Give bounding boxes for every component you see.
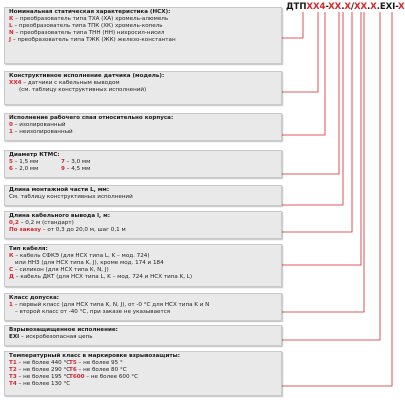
option-text: – не более 440 °С (16, 360, 71, 367)
explosion-box (4, 325, 282, 346)
section-title: Конструктивное исполнение датчика (модель): (9, 73, 165, 79)
option-text: – кабель ДКТ (для НСХ типа L, K – мод. 724 и НСХ типа K, L) (13, 274, 193, 281)
nsh-title: Номинальная статическая характеристика (НСХ): (9, 9, 171, 15)
option-code: 0 (9, 122, 13, 129)
text-line (69, 367, 169, 374)
text-line: XX (353, 2, 367, 12)
option-text: – датчики с кабельным выводом (21, 80, 120, 87)
design-box (4, 71, 282, 105)
text-line: X (398, 2, 405, 12)
option-text: – преобразователь типа ТПК (ХК) хромель-копель (12, 23, 163, 30)
text-line (9, 30, 277, 37)
option-code: T4 (9, 381, 17, 388)
section-title: Взрывозащищенное исполнение: (9, 327, 118, 333)
text-line (9, 334, 277, 341)
option-code: К (9, 253, 14, 260)
option-code: Д (9, 274, 14, 281)
cable-type-box (4, 244, 282, 287)
section-title: Длина монтажной части L, мм: (9, 187, 110, 193)
option-code: K (9, 16, 14, 23)
text-line (9, 227, 277, 234)
text-line (61, 159, 141, 166)
cable-length-box (4, 211, 282, 239)
section-title: Тип кабеля: (9, 246, 48, 252)
option-code: T3 (9, 374, 17, 381)
text-line: (см. таблицу конструктивных исполнений) (19, 87, 147, 94)
option-code: N (9, 30, 14, 37)
model-code (286, 2, 405, 12)
junction-box (4, 113, 282, 141)
text-line (9, 367, 69, 374)
nsh-box (4, 7, 282, 64)
option-text: – не более 80 °С (76, 367, 127, 374)
text-line (9, 253, 277, 260)
section-title: Температурный класс в маркировке взрывозащиты: (9, 353, 180, 359)
option-text: – не более 95 ° (76, 360, 123, 367)
text-line (9, 374, 69, 381)
text-line (61, 166, 141, 173)
text-line (9, 23, 277, 30)
text-line (9, 159, 61, 166)
text-line: XX (328, 2, 342, 12)
text-line (9, 166, 61, 173)
option-text: – преобразователь типа ТНН (НН) нихросил-нисил (13, 30, 165, 37)
option-code: По заказу (9, 227, 41, 234)
text-line: X (344, 2, 351, 12)
option-code: XX4 (9, 80, 22, 87)
text-line: EXI (379, 2, 396, 12)
section-title: Длина кабельного вывода l, м: (9, 213, 110, 219)
length-box (4, 185, 282, 206)
option-code: 6 (9, 166, 13, 173)
diameter-box (4, 150, 282, 178)
text-line (69, 374, 169, 381)
text-line (9, 220, 277, 227)
option-text: – 4,5 мм (64, 166, 91, 173)
option-code: L (9, 23, 13, 30)
text-line (9, 37, 277, 44)
option-code: T5 (69, 360, 77, 367)
option-code: T6 (69, 367, 77, 374)
option-text: – изолированный (12, 122, 66, 129)
option-text: – 1,5 мм (12, 159, 39, 166)
option-code: T2 (9, 367, 17, 374)
text-line: См. таблицу конструктивных исполнений (9, 194, 133, 201)
section-title: Диаметр КТМС: (9, 152, 60, 158)
option-code: 7 (61, 159, 65, 166)
option-text: – неизолированный (12, 129, 73, 136)
text-line (9, 309, 277, 316)
text-line (9, 260, 277, 267)
text-line: XX4 (306, 2, 326, 12)
option-text: – преобразователь типа ТХА (ХА) хромель-алюмель (13, 16, 169, 23)
text-line: . (376, 2, 380, 12)
option-code: J (9, 37, 12, 44)
option-text: – преобразователь типа ТЖК (ЖК) железо-константан (11, 37, 176, 44)
option-code: 9 (61, 166, 65, 173)
text-line (9, 267, 277, 274)
text-line: . (367, 2, 371, 12)
option-text: – не более 600 °С (84, 374, 138, 381)
text-line: X (370, 2, 377, 12)
option-text: или НН3 (для НСХ типа K, J), кроме мод. 174 и 184 (15, 260, 164, 267)
option-text: – кабель СФКЭ (для НСХ типа L, K – мод. 724) (13, 253, 150, 260)
option-text: – первый класс (для НСХ типа K, N, J), от -0 °С для НСХ типа K и N (12, 302, 210, 309)
option-text: – силикон (для НСХ типа K, N, J) (13, 267, 109, 274)
option-code: T1 (9, 360, 17, 367)
text-line: - (325, 2, 329, 12)
option-text: – 3,0 мм (64, 159, 91, 166)
text-line: ДТП (286, 2, 307, 12)
option-text: – не более 130 °С (16, 381, 71, 388)
text-line (9, 16, 277, 23)
option-text: – не более 290 °С (16, 367, 71, 374)
text-line (9, 381, 69, 388)
section-title: Класс допуска: (9, 295, 60, 301)
option-text: – второй класс от -40 °С, при заказе не указывается (15, 309, 171, 316)
text-line: / (350, 2, 354, 12)
option-code: 1 (9, 129, 13, 136)
text-line (9, 360, 69, 367)
text-line: . (341, 2, 345, 12)
text-line (9, 274, 277, 281)
option-text: – 0,2 м (стандарт) (18, 220, 74, 227)
option-code: T600 (69, 374, 85, 381)
temp-class-box (4, 351, 282, 396)
text-line (69, 360, 169, 367)
text-line: - (395, 2, 399, 12)
text-line (9, 129, 277, 136)
option-text: – от 0,3 до 20,0 м, шаг 0,1 м (40, 227, 126, 234)
option-text: – не более 195 °С (16, 374, 71, 381)
option-text: – искробезопасная цепь (19, 334, 93, 341)
accuracy-box (4, 293, 282, 321)
option-code: 1 (9, 302, 13, 309)
option-code: 5 (9, 159, 13, 166)
option-code: С (9, 267, 14, 274)
option-text: EXI (9, 334, 20, 341)
option-code: 0,2 (9, 220, 19, 227)
section-title: Исполнение рабочего спая относительно корпуса: (9, 115, 174, 121)
option-text: – 2,0 мм (12, 166, 39, 173)
